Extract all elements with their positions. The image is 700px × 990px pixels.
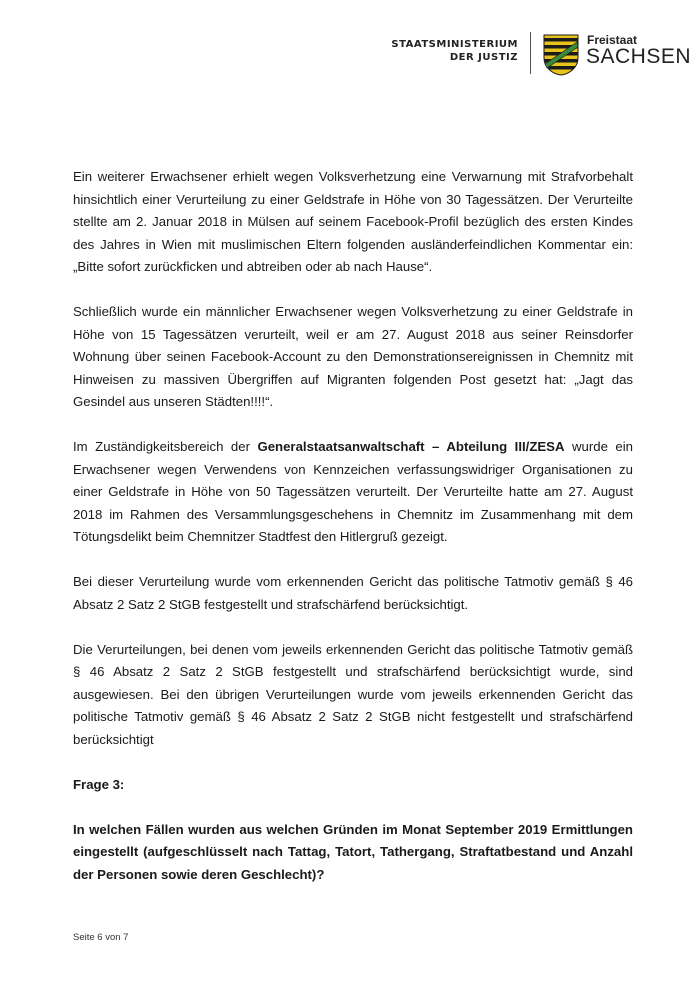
question-text: In welchen Fällen wurden aus welchen Gründen im Monat September 2019 Ermittlungen eingestellt (aufgeschlüsselt nach Tattag, Tatort, Tathergang, Straftatbestand und Anzahl der Personen sowie deren Geschlecht)? (73, 821, 633, 882)
letterhead (0, 28, 700, 88)
paragraph-2: Schließlich wurde ein männlicher Erwachsener wegen Volksverhetzung zu einer Geldstrafe in Höhe von 15 Tagessätzen verurteilt, weil er am 27. August 2018 aus seiner Reinsdorfer Wohnung über seinen Facebook-Account zu den Demonstrationsereignissen in Chemnitz mit Hinweisen zu massiven Übergriffen auf Migranten folgenden Post gesetzt hat: „Jagt das Gesindel aus unseren Städten!!!!“. (73, 304, 633, 409)
paragraph-3-rest: wurde ein Erwachsener wegen Verwendens von Kennzeichen verfassungswidriger Organisationen zu einer Geldstrafe in Höhe von 50 Tagessätzen verurteilt. Der Verurteilte hatte am 27. August 2018 im Rahmen des Versammlungsgeschehens in Chemnitz im Zusammenhang mit dem Tötungsdelikt beim Chemnitzer Stadtfest den Hitlergruß gezeigt. (73, 439, 633, 544)
ministry-line-2: DER JUSTIZ (449, 52, 518, 63)
header-divider (530, 32, 531, 74)
paragraph-4: Bei dieser Verurteilung wurde vom erkennenden Gericht das politische Tatmotiv gemäß § 46 Absatz 2 Satz 2 StGB festgestellt und strafschärfend berücksichtigt. (73, 574, 633, 612)
paragraph-3 (73, 436, 633, 549)
question-block (73, 774, 633, 887)
ministry-name (391, 38, 518, 64)
document-body (73, 166, 633, 909)
question-heading: Frage 3: (73, 776, 125, 792)
paragraph-5: Die Verurteilungen, bei denen vom jeweils erkennenden Gericht das politische Tatmotiv gemäß § 46 Absatz 2 Satz 2 StGB festgestellt und strafschärfend berücksichtigt wurde, sind ausgewiesen. Bei den übrigen Verurteilungen wurde vom jeweils erkennenden Gericht das politische Tatmotiv gemäß § 46 Absatz 2 Satz 2 StGB nicht festgestellt und strafschärfend berücksichtigt (73, 641, 633, 747)
paragraph-3-prefix: Im Zuständigkeitsbereich der (73, 439, 258, 454)
saxony-crest-icon (543, 34, 579, 76)
paragraph-3-bold: Generalstaatsanwaltschaft – Abteilung III/ZESA (257, 439, 565, 454)
state-label-small: Freistaat (587, 33, 638, 47)
paragraph-1: Ein weiterer Erwachsener erhielt wegen Volksverhetzung eine Verwarnung mit Strafvorbehalt hinsichtlich einer Verurteilung zu einer Geldstrafe in Höhe von 30 Tagessätzen. Der Verurteilte stellte am 2. Januar 2018 in Mülsen auf seinem Facebook-Profil bezüglich des ersten Kindes des Jahres in Wien mit muslimischen Eltern folgenden ausländerfeindlichen Kommentar ein: „Bitte sofort zurückficken und abtreiben oder ab nach Hause“. (73, 169, 633, 274)
ministry-line-1: STAATSMINISTERIUM (391, 39, 518, 50)
page-number: Seite 6 von 7 (73, 932, 129, 943)
state-label-big: SACHSEN (586, 45, 692, 68)
state-name (586, 34, 691, 68)
